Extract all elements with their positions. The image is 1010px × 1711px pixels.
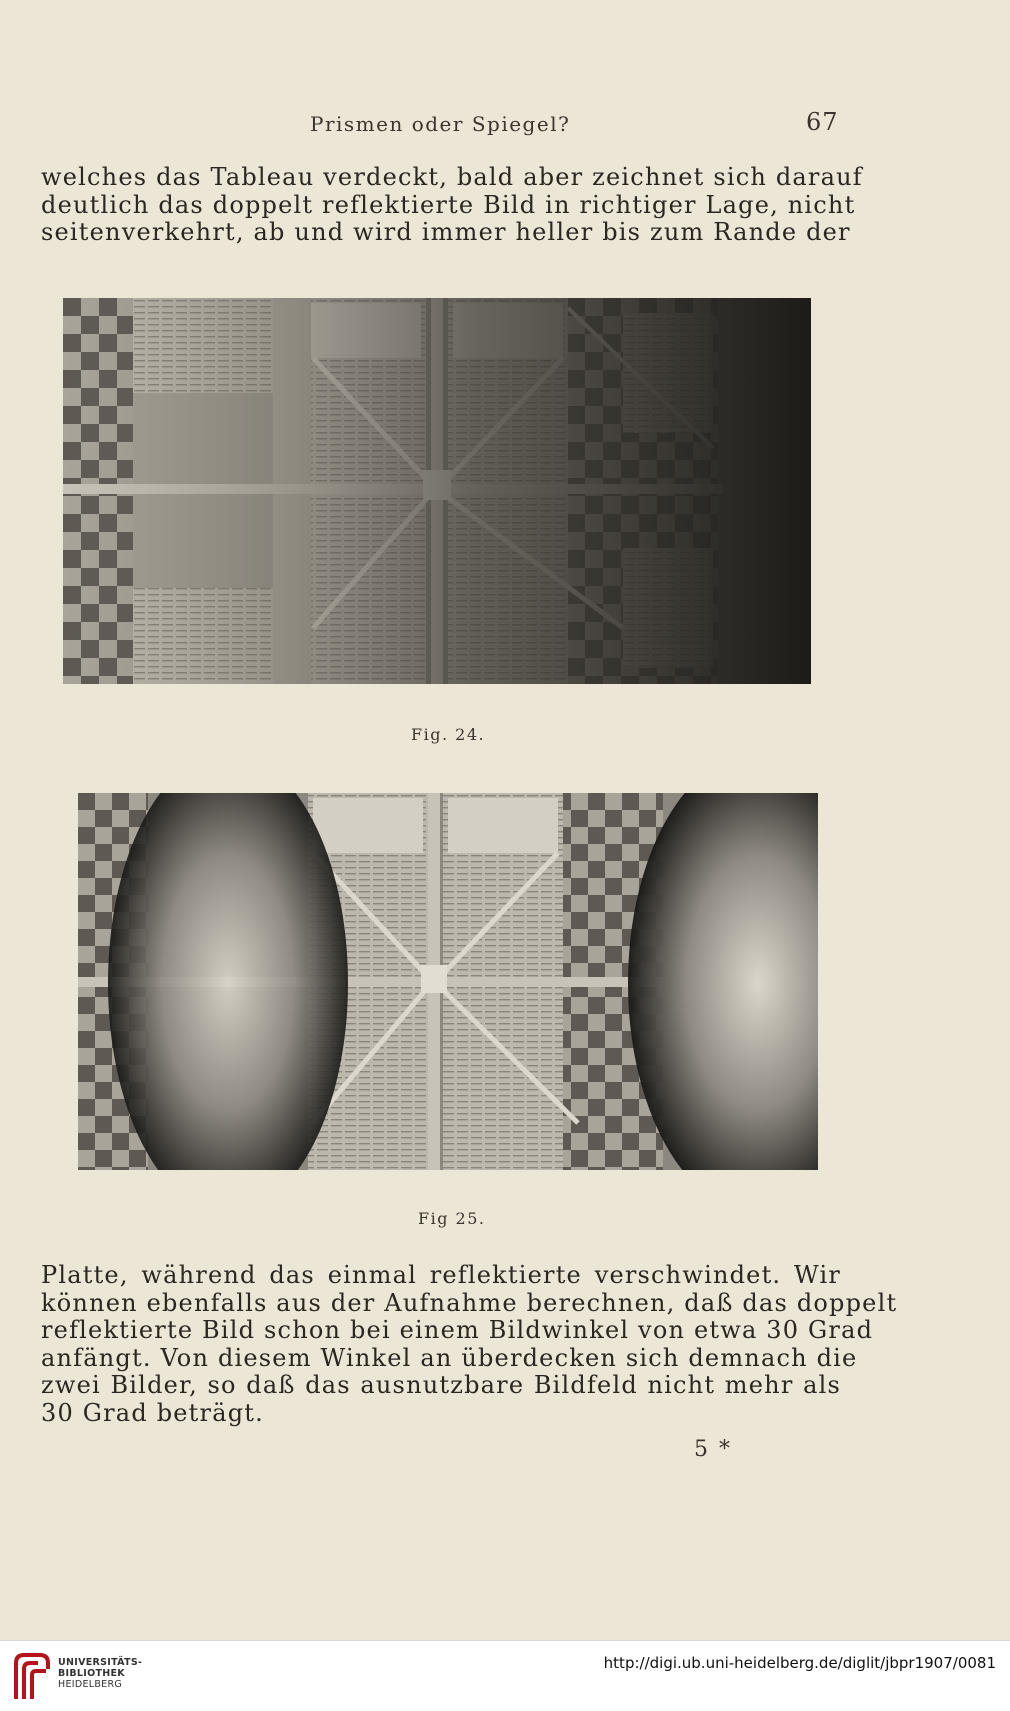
text-line: 30 Grad beträgt. <box>41 1398 264 1427</box>
signature-mark: 5 * <box>694 1437 732 1462</box>
figure-25-caption: Fig 25. <box>418 1209 486 1228</box>
text-line: zwei Bilder, so daß das ausnutzbare Bildfeld nicht mehr als <box>41 1371 841 1399</box>
paragraph-bottom <box>41 1261 898 1427</box>
library-name <box>58 1657 142 1690</box>
library-name-line: HEIDELBERG <box>58 1679 123 1690</box>
library-name-line: UNIVERSITÄTS- <box>58 1657 143 1668</box>
text-line: anfängt. Von diesem Winkel an überdecken sich demnach die <box>41 1343 858 1372</box>
text-line: Platte, während das einmal reflektierte verschwindet. Wir <box>41 1261 841 1289</box>
permalink-url[interactable]: http://digi.ub.uni-heidelberg.de/diglit/jbpr1907/0081 <box>603 1654 996 1672</box>
library-logo-icon <box>10 1649 54 1703</box>
text-line: welches das Tableau verdeckt, bald aber zeichnet sich darauf <box>41 163 863 191</box>
text-line: reflektierte Bild schon bei einem Bildwinkel von etwa 30 Grad <box>41 1316 874 1344</box>
page-number: 67 <box>806 108 839 136</box>
text-line: können ebenfalls aus der Aufnahme berechnen, daß das doppelt <box>41 1288 898 1317</box>
text-line: seitenverkehrt, ab und wird immer heller bis zum Rande der <box>41 218 851 246</box>
figure-25-image <box>78 793 818 1170</box>
figure-25-photo <box>78 793 818 1170</box>
running-head <box>0 108 1010 142</box>
digitization-footer <box>0 1640 1010 1711</box>
library-name-line: BIBLIOTHEK <box>58 1668 125 1679</box>
text-line: deutlich das doppelt reflektierte Bild in richtiger Lage, nicht <box>41 190 856 219</box>
figure-24-caption: Fig. 24. <box>411 725 486 744</box>
paragraph-top <box>41 163 863 247</box>
figure-24-image <box>63 298 811 684</box>
running-title: Prismen oder Spiegel? <box>310 112 571 136</box>
figure-24-photo <box>63 298 811 684</box>
